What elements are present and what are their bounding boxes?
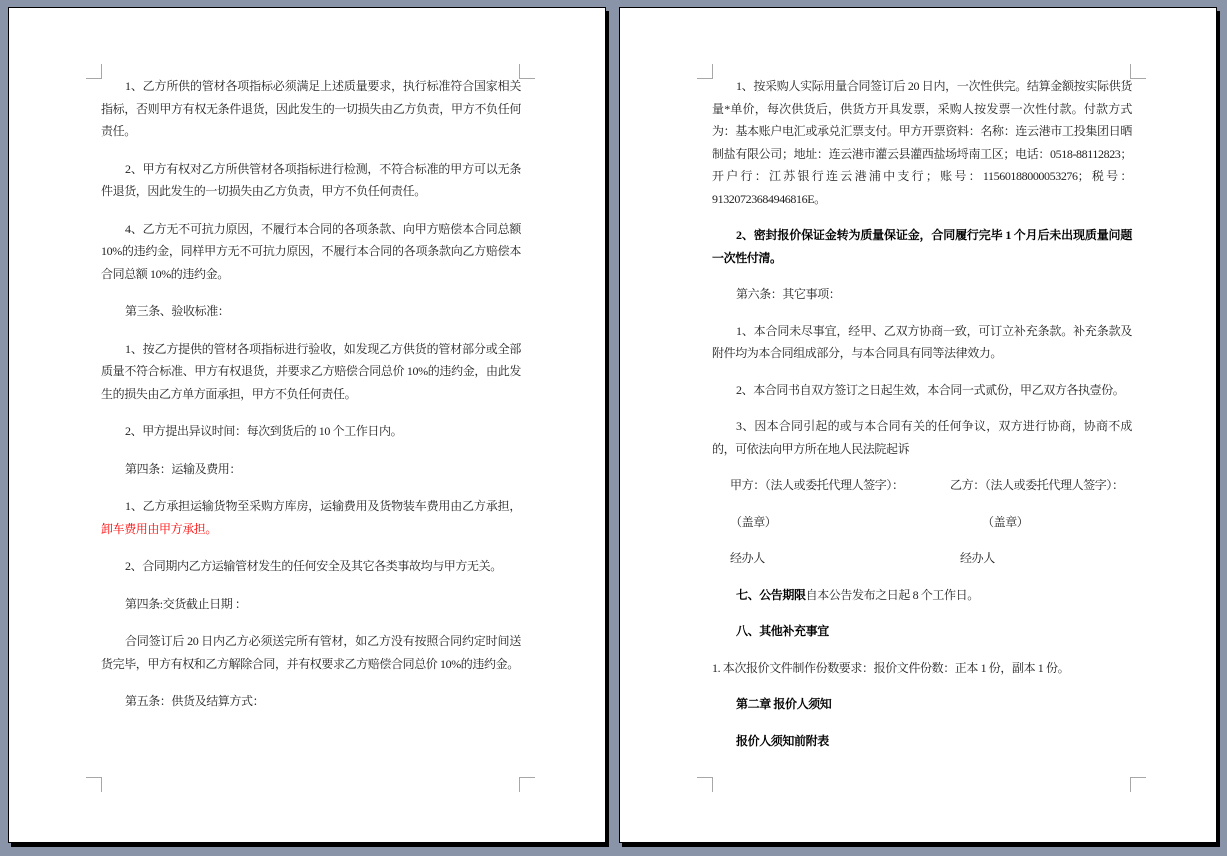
text-run: 第四条：运输及费用： bbox=[125, 461, 242, 476]
text-run: 第二章 报价人须知 bbox=[736, 697, 832, 711]
signature-left-label: 经办人 bbox=[730, 551, 765, 565]
margin-mark-top-right-icon bbox=[519, 64, 535, 79]
paragraph bbox=[712, 283, 1132, 306]
paragraph bbox=[101, 158, 521, 203]
paragraph bbox=[712, 415, 1132, 460]
text-run: 自本公告发布之日起 8 个工作日。 bbox=[805, 587, 979, 602]
text-run: 第三条、验收标准： bbox=[125, 304, 230, 318]
margin-mark-bottom-right-icon bbox=[1130, 777, 1146, 792]
paragraph bbox=[712, 320, 1132, 365]
text-run: 4、乙方无不可抗力原因，不履行本合同的各项条款、向甲方赔偿本合同总额 10%的违约金，同样甲方无不可抗力原因，不履行本合同的各项条款向乙方赔偿本合同总额 10%的违约金。 bbox=[101, 221, 521, 281]
signature-right-label: （盖章） bbox=[982, 514, 1029, 529]
margin-mark-top-left-icon bbox=[86, 64, 102, 79]
text-run: 报价人须知前附表 bbox=[736, 733, 829, 748]
text-run: 1、乙方所供的管材各项指标必须满足上述质量要求，执行标准符合国家相关指标，否则甲方有权无条件退货，因此发生的一切损失由乙方负责，甲方不负任何责任。 bbox=[101, 79, 521, 138]
paragraph bbox=[712, 75, 1132, 210]
text-run: 2、密封报价保证金转为质量保证金，合同履行完毕 1 个月后未出现质量问题一次性付清。 bbox=[712, 228, 1132, 265]
margin-mark-bottom-right-icon bbox=[519, 777, 535, 792]
text-run: 八、其他补充事宜 bbox=[736, 624, 829, 638]
paragraph bbox=[101, 458, 521, 481]
signature-right-label: 经办人 bbox=[960, 551, 995, 565]
paragraph bbox=[101, 630, 521, 675]
text-run: 2、本合同书自双方签订之日起生效，本合同一式贰份，甲乙双方各执壹份。 bbox=[736, 382, 1125, 397]
margin-mark-bottom-left-icon bbox=[697, 777, 713, 792]
paragraph bbox=[712, 474, 1132, 497]
paragraph bbox=[712, 657, 1132, 680]
margin-mark-top-left-icon bbox=[697, 64, 713, 79]
text-run: 1、按采购人实际用量合同签订后 20 日内，一次性供完。结算金额按实际供货量*单价，每次供货后，供货方开具发票，采购人按发票一次性付款。付款方式为：基本账户电汇或承兑汇票支付。甲方开票资料：名称：连云港市工投集团日晒制盐有限公司；地址：连云港市灌云县灌西盐场埒南工区；电话：0518-88112823；开户行：江苏银行连云港浦中支行；账号：11560188000053276；税号：91320723684946816E。 bbox=[712, 79, 1132, 206]
paragraph bbox=[101, 338, 521, 406]
text-run: 卸车费用由甲方承担。 bbox=[101, 521, 218, 536]
signature-left-label: 甲方：（法人或委托代理人签字）： bbox=[730, 478, 904, 492]
signature-right-label: 乙方：（法人或委托代理人签字）： bbox=[950, 478, 1124, 492]
paragraph bbox=[101, 555, 521, 578]
signature-left-label: （盖章） bbox=[730, 514, 777, 529]
paragraph bbox=[101, 300, 521, 323]
text-run: 1. 本次报价文件制作份数要求：报价文件份数：正本 1 份，副本 1 份。 bbox=[712, 660, 1070, 675]
text-run: 合同签订后 20 日内乙方必须送完所有管材，如乙方没有按照合同约定时间送货完毕，甲方有权和乙方解除合同，并有权要求乙方赔偿合同总价 10%的违约金。 bbox=[101, 634, 521, 671]
margin-mark-top-right-icon bbox=[1130, 64, 1146, 79]
page-right-content[interactable] bbox=[712, 75, 1132, 752]
margin-mark-bottom-left-icon bbox=[86, 777, 102, 792]
paragraph bbox=[712, 730, 1132, 753]
paragraph bbox=[712, 584, 1132, 607]
paragraph bbox=[101, 75, 521, 143]
text-run: 第六条：其它事项： bbox=[736, 287, 841, 301]
text-run: 1、乙方承担运输货物至采购方库房，运输费用及货物装车费用由乙方承担， bbox=[125, 499, 521, 513]
document-page-right bbox=[619, 7, 1217, 843]
text-run: 2、甲方有权对乙方所供管材各项指标进行检测，不符合标准的甲方可以无条件退货，因此发生的一切损失由乙方负责，甲方不负任何责任。 bbox=[101, 161, 521, 198]
text-run: 1、本合同未尽事宜，经甲、乙双方协商一致，可订立补充条款。补充条款及附件均为本合同组成部分，与本合同具有同等法律效力。 bbox=[712, 323, 1132, 360]
text-run: 第四条:交货截止日期 ： bbox=[125, 596, 247, 611]
document-page-left bbox=[8, 7, 606, 843]
paragraph bbox=[101, 593, 521, 616]
text-run: 2、甲方提出异议时间：每次到货后的 10 个工作日内。 bbox=[125, 424, 403, 438]
paragraph bbox=[101, 690, 521, 713]
paragraph bbox=[101, 495, 521, 540]
text-run: 七、公告期限 bbox=[736, 587, 806, 602]
paragraph bbox=[712, 379, 1132, 402]
paragraph bbox=[101, 218, 521, 286]
text-run: 3、因本合同引起的或与本合同有关的任何争议，双方进行协商，协商不成的，可依法向甲方所在地人民法院起诉 bbox=[712, 419, 1132, 456]
paragraph bbox=[712, 693, 1132, 716]
paragraph bbox=[101, 420, 521, 443]
paragraph bbox=[712, 547, 1132, 570]
text-run: 2、合同期内乙方运输管材发生的任何安全及其它各类事故均与甲方无关。 bbox=[125, 559, 502, 573]
text-run: 第五条：供货及结算方式： bbox=[125, 694, 265, 708]
paragraph bbox=[712, 224, 1132, 269]
page-left-content[interactable] bbox=[101, 75, 521, 713]
paragraph bbox=[712, 511, 1132, 534]
text-run: 1、按乙方提供的管材各项指标进行验收，如发现乙方供货的管材部分或全部质量不符合标准、甲方有权退货，并要求乙方赔偿合同总价 10%的违约金，由此发生的损失由乙方单方面承担，甲方不负任何责任。 bbox=[101, 341, 521, 401]
paragraph bbox=[712, 620, 1132, 643]
